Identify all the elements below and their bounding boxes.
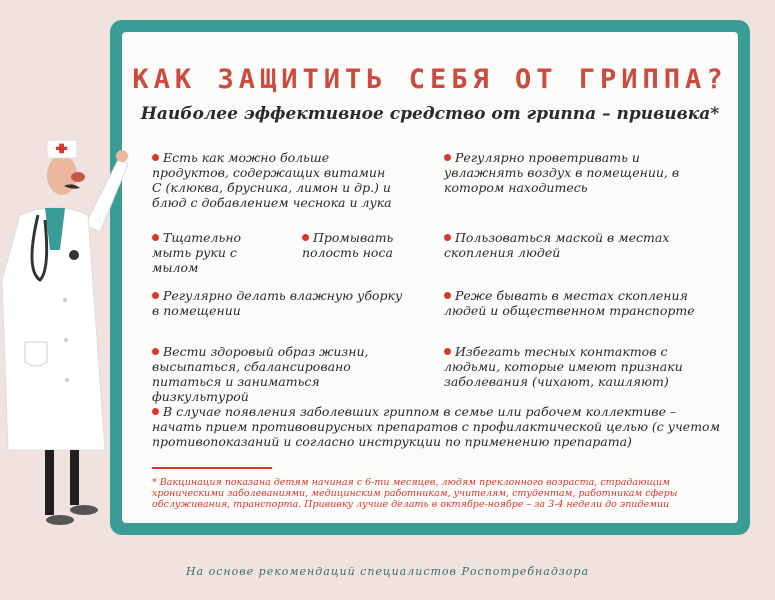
bullet-icon (152, 408, 159, 415)
tip-item: Регулярно проветривать и увлажнять воздух в помещении, в котором находитесь (444, 150, 680, 195)
bullet-icon (444, 234, 451, 241)
bullet-icon (152, 292, 159, 299)
doctor-nose (71, 172, 85, 182)
tip-item: В случае появления заболевших гриппом в семье или рабочем коллективе – начать прием противовирусных препаратов с профилактической целью (с учетом противопоказаний и согласно инструкции по применению препарата) (152, 404, 720, 449)
tip-item: Избегать тесных контактов с людьми, которые имеют признаки заболевания (чихают, кашляют) (444, 344, 683, 389)
info-board (110, 20, 750, 535)
bullet-icon (444, 348, 451, 355)
bullet-icon (152, 234, 159, 241)
doctor-hand (116, 150, 128, 162)
stethoscope-head (69, 250, 79, 260)
bullet-icon (152, 348, 159, 355)
coat-button (65, 378, 69, 382)
tip-item: Есть как можно больше продуктов, содержащих витамин С (клюква, брусника, лимон и др.) и блюд с добавлением чеснока и лука (152, 150, 392, 210)
doctor-shoe (46, 515, 74, 525)
coat-button (64, 338, 68, 342)
bullet-icon (444, 292, 451, 299)
source-caption: На основе рекомендаций специалистов Роспотребнадзора (185, 565, 590, 578)
footnote-text: * Вакцинация показана детям начиная с 6-ти месяцев, людям преклонного возраста, страдающим хроническими заболеваниями, медицинским работникам, учителям, студентам, работникам сферы обслуживания, транспорта. Прививку лучше делать в октябре-ноябре – за 3-4 недели до эпидемии (152, 477, 678, 510)
tip-item: Регулярно делать влажную уборку в помещении (152, 288, 403, 318)
tip-item: Промывать полость носа (302, 230, 394, 260)
bullet-icon (444, 154, 451, 161)
tip-item: Пользоваться маской в местах скопления людей (444, 230, 670, 260)
bullet-icon (152, 154, 159, 161)
doctor-leg (70, 450, 79, 505)
doctor-leg (45, 450, 54, 515)
tip-item: Тщательно мыть руки с мылом (152, 230, 242, 275)
coat-button (63, 298, 67, 302)
page-subtitle: Наиболее эффективное средство от гриппа – прививка* (140, 104, 720, 124)
footnote-divider (152, 467, 272, 469)
doctor-shoe (70, 505, 98, 515)
doctor-illustration (0, 120, 140, 540)
doctor-arm (85, 160, 128, 232)
page-title: КАК ЗАЩИТИТЬ СЕБЯ ОТ ГРИППА? (132, 64, 728, 95)
board-panel (122, 32, 738, 523)
bullet-icon (302, 234, 309, 241)
tip-item: Реже бывать в местах скопления людей и общественном транспорте (444, 288, 695, 318)
tip-item: Вести здоровый образ жизни, высыпаться, сбалансировано питаться и заниматься физкультурой (152, 344, 369, 404)
